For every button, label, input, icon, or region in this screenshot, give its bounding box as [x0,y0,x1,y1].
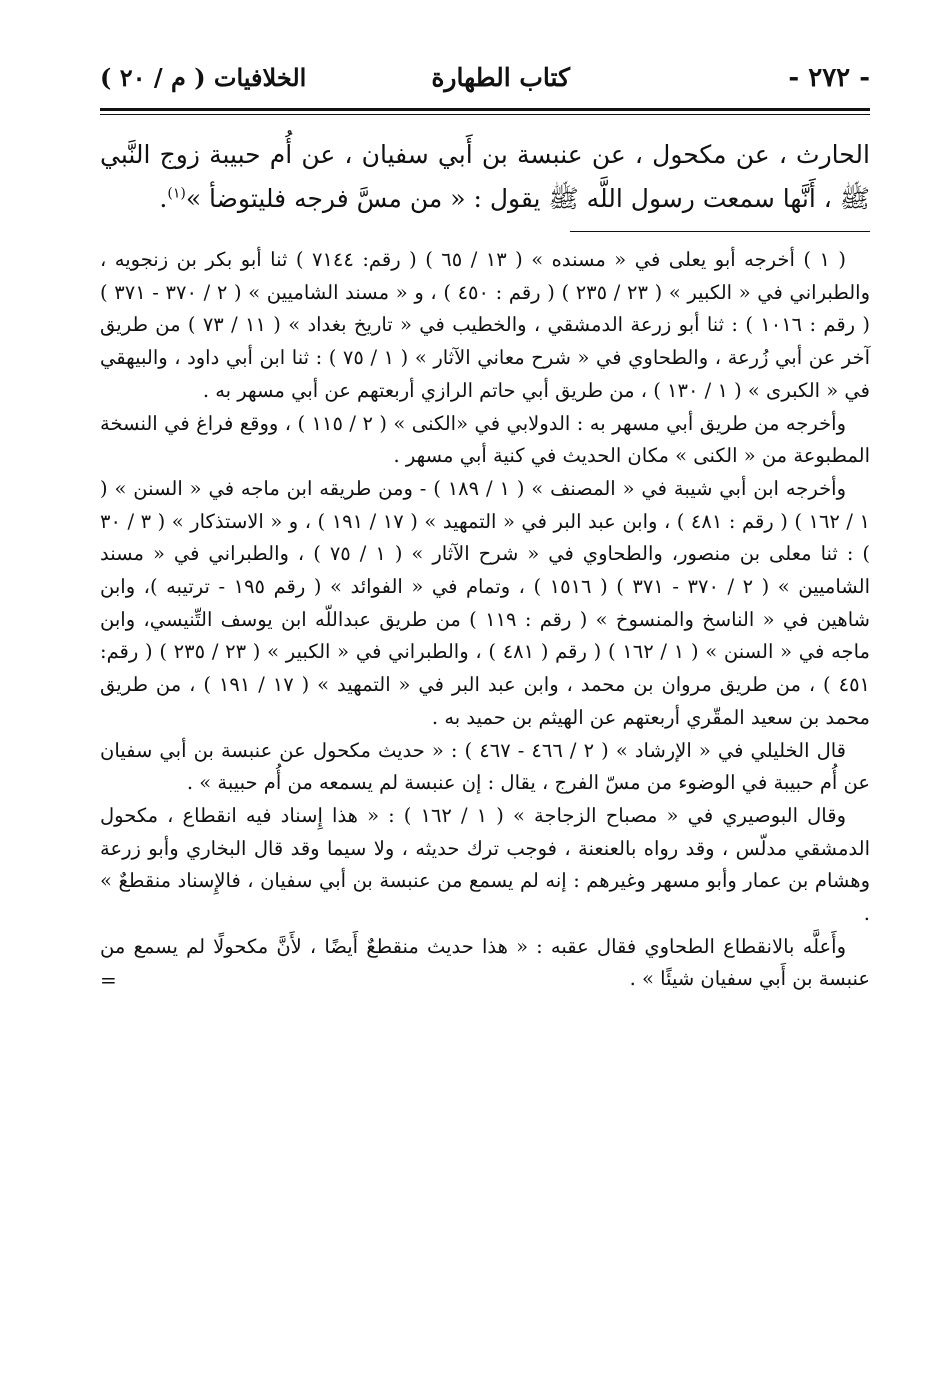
footnotes [100,244,871,993]
running-header [100,52,870,104]
main-paragraph-text: الحارث ، عن مكحول ، عن عنبسة بن أَبي سفيان ، عن أُم حبيبة زوج النَّبي ﷺ ، أَنَّها سمعت رسول اللَّه ﷺ يقول : « من مسَّ فرجه فليتوضأ » [100,140,870,213]
header-rule-thick [100,108,870,111]
footnote-paragraph: وأخرجه ابن أبي شيبة في « المصنف » ( ١ / ١٨٩ ) - ومن طريقه ابن ماجه في « السنن » ( ١ / ١٦٢ ) ( رقم : ٤٨١ ) ، وابن عبد البر في « التمهيد » ( ١٧ / ١٩١ ) ، و « الاستذكار » ( ٣ / ٣٠ ) : ثنا معلى بن منصور، والطحاوي في « شرح الآثار » ( ١ / ٧٥ ) ، والطبراني في « مسند الشاميين » ( ٢ / ٣٧٠ - ٣٧١ ) ( ١٥١٦ ) ، وتمام في « الفوائد » ( رقم ١٩٥ - ترتيبه )، وابن شاهين في « الناسخ والمنسوخ » ( رقم : ١١٩ ) من طريق عبداللّه ابن يوسف التِّنيسي، وابن ماجه في « السنن » ( ١ / ١٦٢ ) ( رقم ( ٤٨١ ) ، والطبراني في « الكبير » ( ٢٣ / ٢٣٥ ) ( رقم: ٤٥١ ) ، من طريق مروان بن محمد ، وابن عبد البر في « التمهيد » ( ١٧ / ١٩١ ) ، من طريق محمد بن سعيد المقّري أربعتهم عن الهيثم بن حميد به . [100,476,871,729]
series-title: الخلافيات ( م / ٢٠ ) [100,63,307,92]
footnote-paragraph: ( ١ ) أخرجه أبو يعلى في « مسنده » ( ١٣ / ٦٥ ) ( رقم: ٧١٤٤ ) ثنا أبو بكر بن زنجويه ، والطبراني في « الكبير » ( ٢٣ / ٢٣٥ ) ( رقم : ٤٥٠ ) ، و « مسند الشاميين » ( ٢ / ٣٧٠ - ٣٧١ ) ( رقم : ١٠١٦ ) : ثنا أبو زرعة الدمشقي ، والخطيب في « تاريخ بغداد » ( ١١ / ٧٣ ) من طريق آخر عن أبي زُرعة ، والطحاوي في « شرح معاني الآثار » ( ١ / ٧٥ ) : ثنا ابن أبي داود ، والبيهقي في « الكبرى » ( ١ / ١٣٠ ) ، من طريق أبي حاتم الرازي أربعتهم عن أبي مسهر به . [100,248,871,402]
footnote-paragraph: وأخرجه من طريق أبي مسهر به : الدولابي في «الكنى » ( ٢ / ١١٥ ) ، ووقع فراغ في النسخة المطبوعة من « الكنى » مكان الحديث في كنية أبي مسهر . [100,411,870,468]
page [100,52,871,993]
footnote-separator [570,231,870,232]
main-text [100,133,870,221]
main-paragraph [100,133,870,221]
continuation-mark: = [100,968,117,993]
footnote-paragraph: وقال البوصيري في « مصباح الزجاجة » ( ١ / ١٦٢ ) : « هذا إِسناد فيه انقطاع ، مكحول الدمشقي مدلّس ، وقد رواه بالعنعنة ، فوجب ترك حديثه ، ولا سيما وقد قال البخاري وأبو زرعة وهشام بن عمار وأبو مسهر وغيرهم : إنه لم يسمع من عنبسة بن أبي سفيان ، فالإِسناد منقطعٌ » . [100,803,870,926]
footnote-reference: (١) [167,185,186,202]
book-title: كتاب الطهارة [431,63,570,92]
footnote-paragraph: قال الخليلي في « الإرشاد » ( ٢ / ٤٦٦ - ٤٦٧ ) : « حديث مكحول عن عنبسة بن أبي سفيان عن أُم حبيبة في الوضوء من مسّ الفرج ، يقال : إن عنبسة لم يسمعه من أُم حبيبة » . [100,738,870,795]
page-number: - ٢٧٢ - [788,63,870,93]
header-rule-thin [100,114,870,115]
main-paragraph-end: . [159,184,168,213]
footnote-paragraph: وأَعلَّه بالانقطاع الطحاوي فقال عقبه : « هذا حديث منقطعٌ أَيضًا ، لأَنَّ مكحولًا لم يسمع من عنبسة بن أَبي سفيان شيئًا » . [100,934,870,991]
